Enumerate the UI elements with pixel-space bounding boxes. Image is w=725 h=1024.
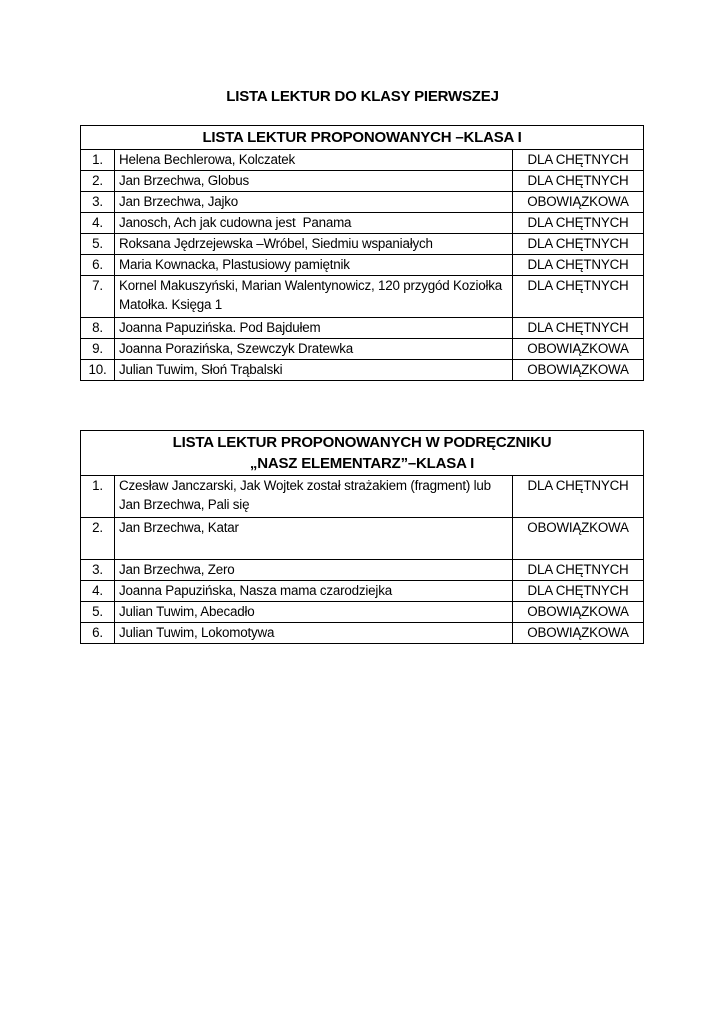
row-number: 10. [81,360,115,381]
row-number: 1. [81,150,115,171]
book-title: Jan Brzechwa, Katar [115,518,513,560]
book-title: Joanna Papuzińska. Pod Bajdułem [115,318,513,339]
status-cell: DLA CHĘTNYCH [513,213,644,234]
book-title: Jan Brzechwa, Zero [115,560,513,581]
book-title: Julian Tuwim, Słoń Trąbalski [115,360,513,381]
table-header-row [81,431,644,476]
row-number: 6. [81,255,115,276]
status-cell: OBOWIĄZKOWA [513,339,644,360]
row-number: 3. [81,192,115,213]
book-title: Julian Tuwim, Abecadło [115,602,513,623]
page-title: LISTA LEKTUR DO KLASY PIERWSZEJ [226,88,499,105]
table-header-line: LISTA LEKTUR PROPONOWANYCH W PODRĘCZNIKU [172,434,552,451]
table-row [81,255,644,276]
book-title: Julian Tuwim, Lokomotywa [115,623,513,644]
row-number: 7. [81,276,115,318]
table-header-row [81,126,644,150]
table-header: LISTA LEKTUR PROPONOWANYCH –KLASA I [81,126,644,150]
status-cell: OBOWIĄZKOWA [513,623,644,644]
table-row [81,602,644,623]
status-cell: DLA CHĘTNYCH [513,581,644,602]
row-number: 8. [81,318,115,339]
row-number: 2. [81,518,115,560]
book-title: Helena Bechlerowa, Kolczatek [115,150,513,171]
book-title: Kornel Makuszyński, Marian Walentynowicz, 120 przygód Koziołka Matołka. Księga 1 [115,276,513,318]
status-cell: DLA CHĘTNYCH [513,476,644,518]
status-cell: OBOWIĄZKOWA [513,192,644,213]
book-title: Joanna Porazińska, Szewczyk Dratewka [115,339,513,360]
table-row [81,560,644,581]
row-number: 2. [81,171,115,192]
table-header [81,431,644,476]
table-row [81,276,644,318]
status-cell: DLA CHĘTNYCH [513,150,644,171]
row-number: 1. [81,476,115,518]
table-row [81,339,644,360]
status-cell: DLA CHĘTNYCH [513,276,644,318]
reading-list-table-textbook [80,430,644,644]
row-number: 3. [81,560,115,581]
row-number: 9. [81,339,115,360]
book-title: Czesław Janczarski, Jak Wojtek został strażakiem (fragment) lub Jan Brzechwa, Pali się [115,476,513,518]
reading-list-table-proposed [80,125,644,381]
status-cell: DLA CHĘTNYCH [513,234,644,255]
book-title: Roksana Jędrzejewska –Wróbel, Siedmiu wspaniałych [115,234,513,255]
book-title: Jan Brzechwa, Jajko [115,192,513,213]
table-row [81,213,644,234]
row-number: 4. [81,213,115,234]
row-number: 4. [81,581,115,602]
status-cell: DLA CHĘTNYCH [513,171,644,192]
table-row [81,518,644,560]
status-cell: OBOWIĄZKOWA [513,360,644,381]
table-row [81,234,644,255]
book-title: Janosch, Ach jak cudowna jest Panama [115,213,513,234]
status-cell: OBOWIĄZKOWA [513,518,644,560]
table-row [81,318,644,339]
table-row [81,476,644,518]
book-title: Joanna Papuzińska, Nasza mama czarodziejka [115,581,513,602]
book-title: Jan Brzechwa, Globus [115,171,513,192]
table-row [81,171,644,192]
status-cell: DLA CHĘTNYCH [513,255,644,276]
table-row [81,150,644,171]
table-row [81,192,644,213]
table-row [81,581,644,602]
book-title: Maria Kownacka, Plastusiowy pamiętnik [115,255,513,276]
table-header-line: „NASZ ELEMENTARZ”–KLASA I [249,455,475,472]
row-number: 5. [81,234,115,255]
table-row [81,360,644,381]
status-cell: DLA CHĘTNYCH [513,318,644,339]
row-number: 5. [81,602,115,623]
status-cell: OBOWIĄZKOWA [513,602,644,623]
status-cell: DLA CHĘTNYCH [513,560,644,581]
table-row [81,623,644,644]
row-number: 6. [81,623,115,644]
